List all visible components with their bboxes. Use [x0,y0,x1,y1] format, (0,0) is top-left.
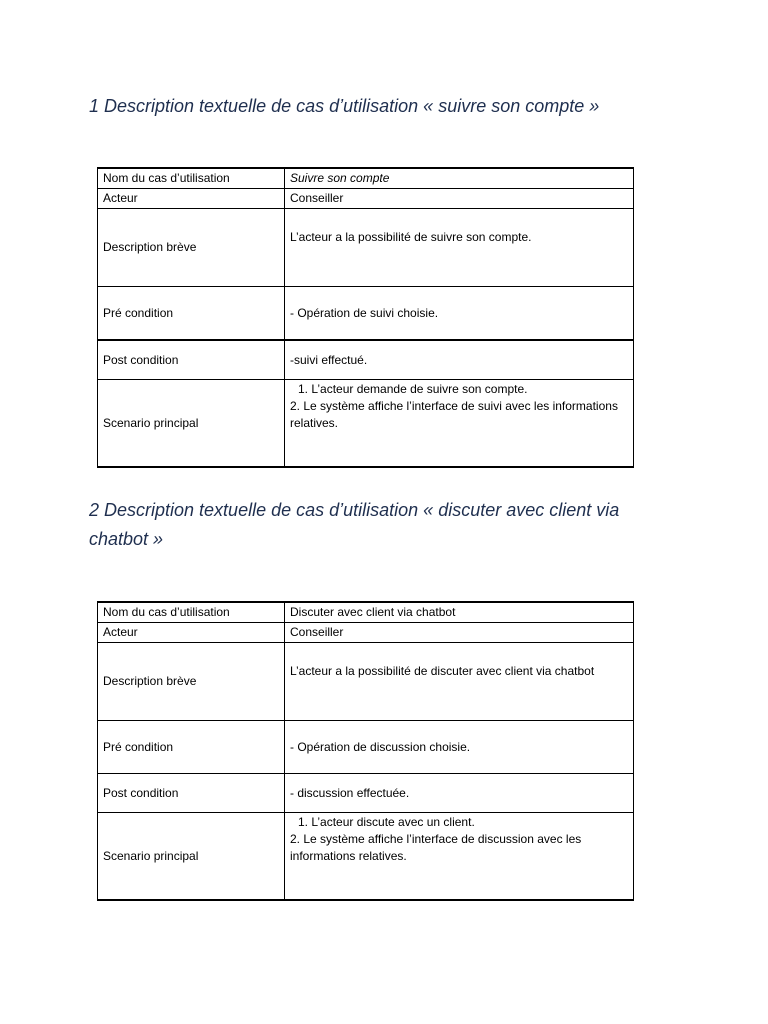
section-2-heading: 2 Description textuelle de cas d’utilisation « discuter avec client via chatbot » [89,500,620,549]
scenario-cell [285,380,634,468]
precondition-value: - Opération de discussion choisie. [285,721,634,774]
description-label: Description brève [98,643,285,721]
use-case-table-discuter-chatbot [97,601,634,901]
precondition-label: Pré condition [98,287,285,341]
postcondition-label: Post condition [98,774,285,813]
actor-label: Acteur [98,189,285,209]
scenario-cell [285,813,634,901]
scenario-steps [290,813,628,865]
actor-value: Conseiller [285,189,634,209]
scenario-label: Scenario principal [98,380,285,468]
precondition-label: Pré condition [98,721,285,774]
postcondition-value: -suivi effectué. [285,340,634,380]
postcondition-label: Post condition [98,340,285,380]
description-value: L’acteur a la possibilité de suivre son compte. [290,230,532,244]
name-value: Suivre son compte [285,168,634,189]
table-row-precondition [98,287,634,341]
actor-label: Acteur [98,623,285,643]
name-value: Discuter avec client via chatbot [285,602,634,623]
scenario-step-1: 1. L’acteur discute avec un client. [298,815,475,829]
table-row-actor [98,189,634,209]
name-label: Nom du cas d’utilisation [98,602,285,623]
section-1-heading: 1 Description textuelle de cas d’utilisation « suivre son compte » [89,96,600,116]
scenario-label: Scenario principal [98,813,285,901]
description-value: L’acteur a la possibilité de discuter avec client via chatbot [290,664,595,678]
description-cell [285,643,634,721]
postcondition-value: - discussion effectuée. [285,774,634,813]
table-row-description [98,209,634,287]
scenario-step-2: 2. Le système affiche l’interface de discussion avec les informations relatives. [290,832,582,863]
table-row-scenario [98,813,634,901]
table-row-scenario [98,380,634,468]
table-row-precondition [98,721,634,774]
scenario-steps [290,380,628,432]
description-cell [285,209,634,287]
table-row-name [98,168,634,189]
description-label: Description brève [98,209,285,287]
table-row-postcondition [98,774,634,813]
use-case-table-suivre-compte [97,167,634,468]
precondition-value: - Opération de suivi choisie. [285,287,634,341]
scenario-step-2: 2. Le système affiche l’interface de suivi avec les informations relatives. [290,399,618,430]
table-row-name [98,602,634,623]
name-label: Nom du cas d’utilisation [98,168,285,189]
table-row-postcondition [98,340,634,380]
scenario-step-1: 1. L’acteur demande de suivre son compte. [298,382,528,396]
table-row-description [98,643,634,721]
actor-value: Conseiller [285,623,634,643]
table-row-actor [98,623,634,643]
